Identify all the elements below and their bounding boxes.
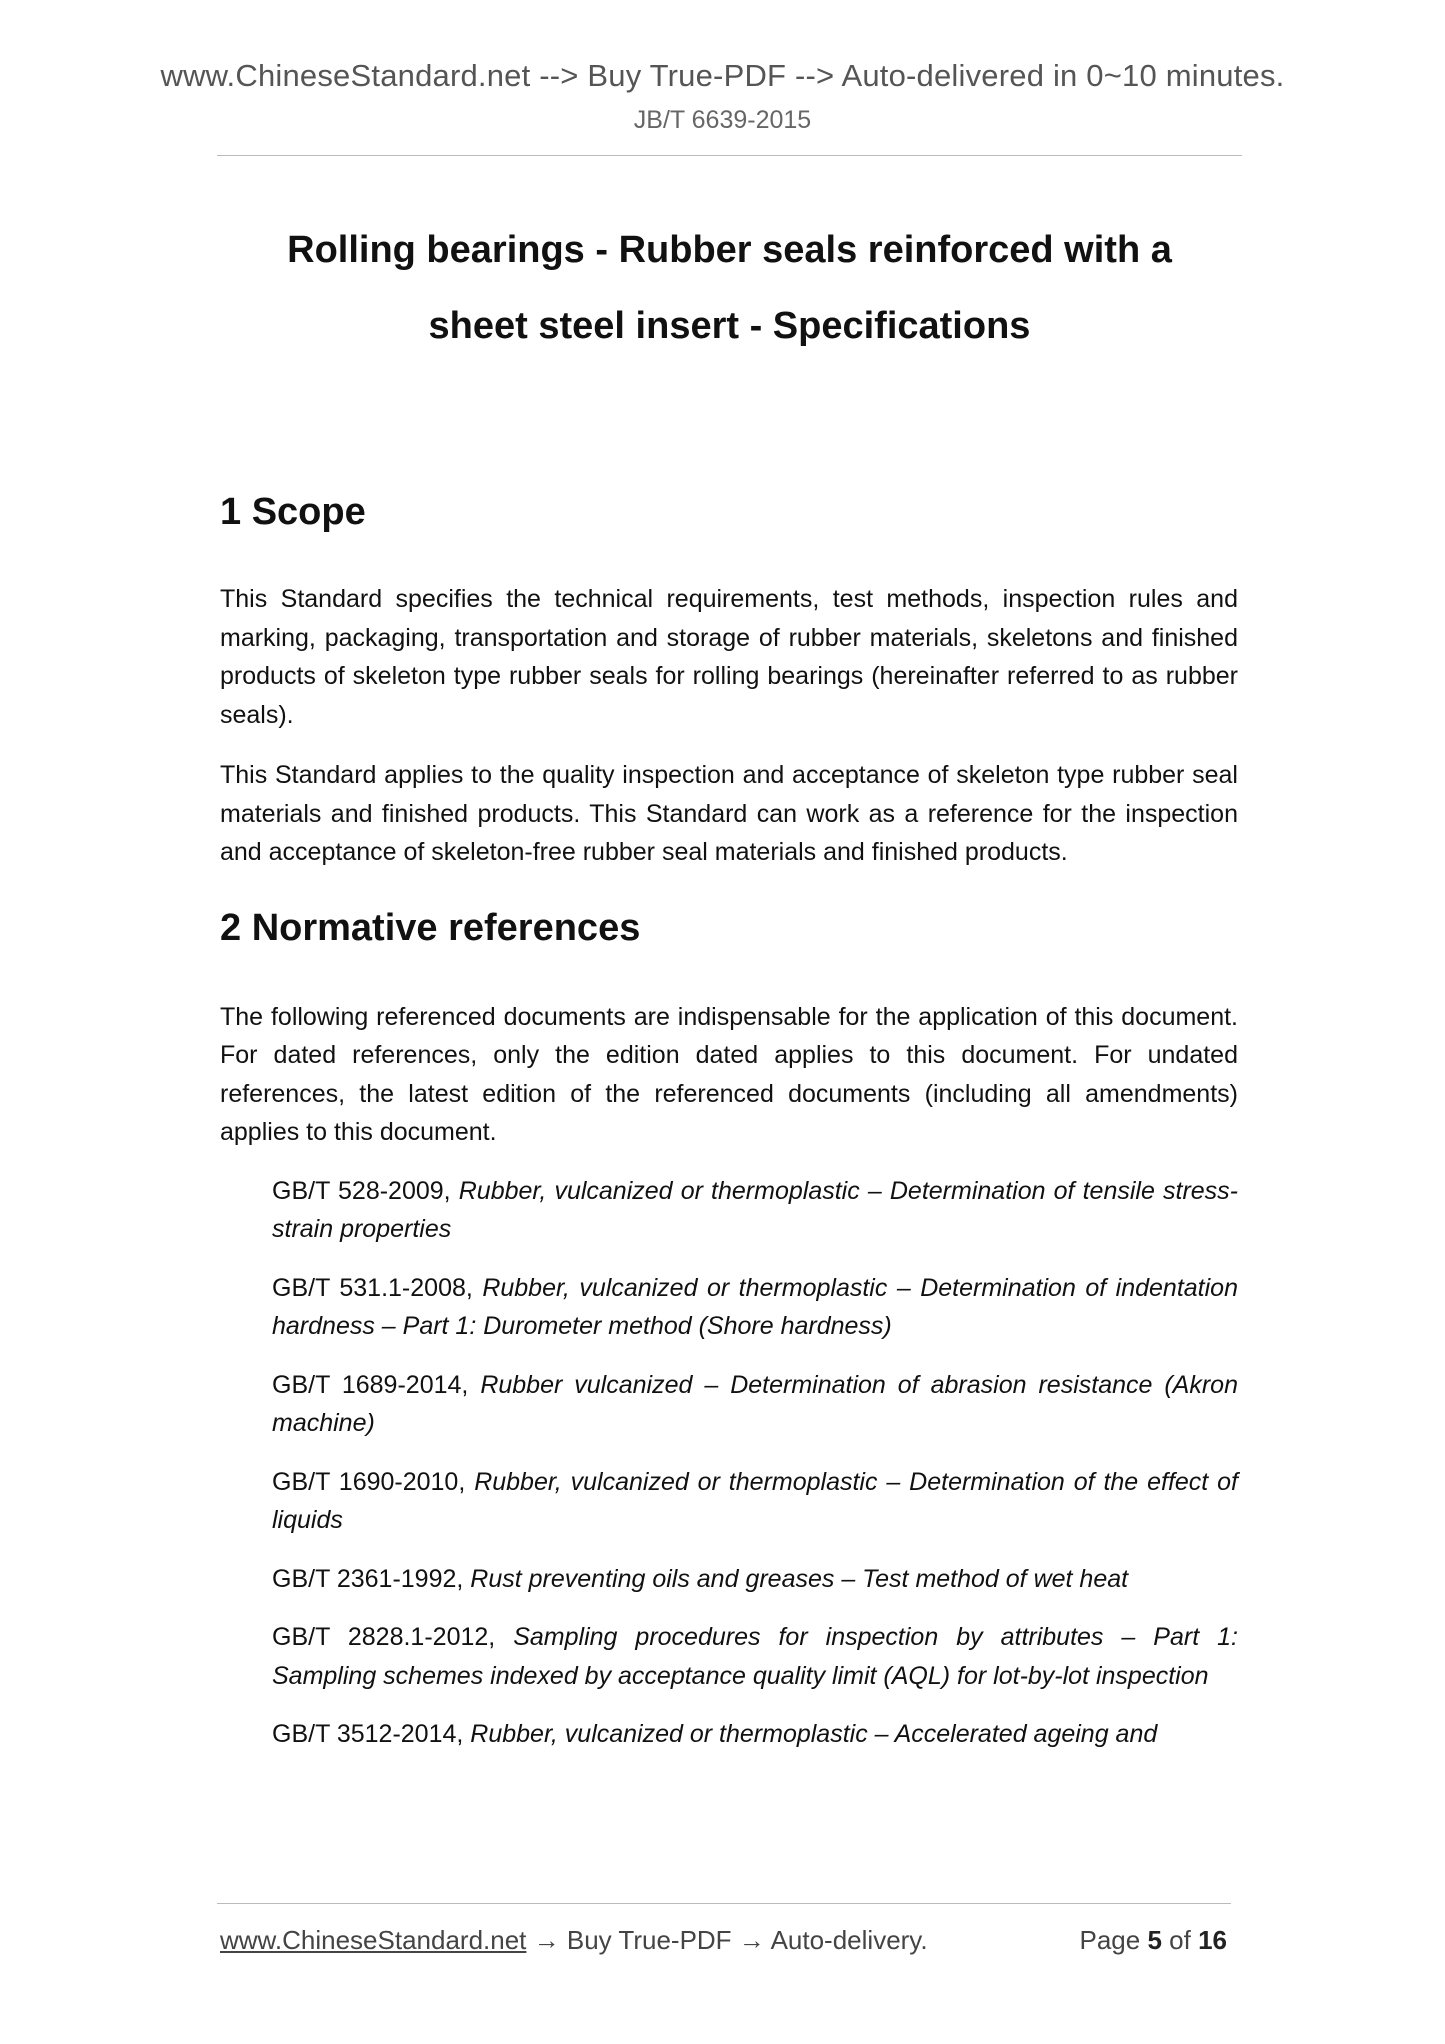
scope-paragraph-2: This Standard applies to the quality inspection and acceptance of skeleton type rubber seal materials and finished products. This Standard can work as a reference for the inspection and acceptance of skeleton-free rubber seal materials and finished products.: [220, 761, 1238, 866]
header-banner: www.ChineseStandard.net --> Buy True-PDF --> Auto-delivered in 0~10 minutes.: [160, 58, 1285, 93]
reference-item: [272, 1269, 1238, 1346]
title-line-2: sheet steel insert - Specifications: [428, 305, 1031, 347]
reference-title: Rubber, vulcanized or thermoplastic – Determination of the effect of liquids: [272, 1467, 1238, 1534]
reference-item: [272, 1715, 1238, 1754]
header-divider: [217, 155, 1242, 156]
reference-item: [272, 1366, 1238, 1443]
reference-code: GB/T 3512-2014,: [272, 1720, 471, 1748]
section-heading-normative-references: 2 Normative references: [220, 906, 641, 949]
reference-item: [272, 1618, 1238, 1695]
of-label: of: [1169, 1925, 1191, 1955]
footer-divider: [217, 1903, 1231, 1904]
title-line-1: Rolling bearings - Rubber seals reinforced with a: [287, 229, 1172, 271]
footer-promo: [220, 1925, 928, 1956]
reference-item: [272, 1172, 1238, 1249]
footer-promo-text: → Buy True-PDF → Auto-delivery.: [526, 1925, 928, 1955]
reference-code: GB/T 1689-2014,: [272, 1370, 481, 1399]
page-total: 16: [1198, 1925, 1227, 1955]
scope-paragraph-1: This Standard specifies the technical requirements, test methods, inspection rules and marking, packaging, transportation and storage of rubber materials, skeletons and finished products of skeleton type rubber seals for rolling bearings (hereinafter referred to as rubber seals).: [220, 585, 1238, 729]
reference-title: Rubber, vulcanized or thermoplastic – Determination of tensile stress-strain properties: [272, 1176, 1238, 1243]
references-intro: The following referenced documents are indispensable for the application of this document. For dated references, only the edition dated applies to this document. For undated references, the latest edition of the referenced documents (including all amendments) applies to this document.: [220, 1002, 1238, 1146]
section-heading-scope: 1 Scope: [220, 491, 366, 533]
reference-title: Sampling procedures for inspection by attributes – Part 1: Sampling schemes indexed by acceptance quality limit (AQL) for lot-by-lot inspection: [272, 1623, 1238, 1690]
footer-site-link[interactable]: www.ChineseStandard.net: [220, 1925, 527, 1955]
page-number: 5: [1147, 1925, 1162, 1955]
page-indicator: [1079, 1925, 1227, 1956]
reference-title: Rubber vulcanized – Determination of abrasion resistance (Akron machine): [272, 1370, 1238, 1437]
reference-code: GB/T 2828.1-2012,: [272, 1623, 514, 1651]
reference-item: [272, 1560, 1238, 1599]
reference-code: GB/T 528-2009,: [272, 1176, 459, 1205]
reference-item: [272, 1463, 1238, 1540]
document-code: JB/T 6639-2015: [633, 106, 812, 134]
reference-code: GB/T 1690-2010,: [272, 1467, 475, 1496]
page-label: Page: [1079, 1925, 1141, 1955]
reference-title: Rubber, vulcanized or thermoplastic – Determination of indentation hardness – Part 1: Durometer method (Shore hardness): [272, 1273, 1238, 1340]
reference-code: GB/T 531.1-2008,: [272, 1273, 483, 1302]
reference-title: Rust preventing oils and greases – Test method of wet heat: [470, 1564, 1129, 1593]
reference-code: GB/T 2361-1992,: [272, 1564, 471, 1593]
document-title: [217, 212, 1242, 364]
reference-title: Rubber, vulcanized or thermoplastic – Accelerated ageing and: [470, 1720, 1158, 1748]
document-body: [220, 482, 1238, 1754]
